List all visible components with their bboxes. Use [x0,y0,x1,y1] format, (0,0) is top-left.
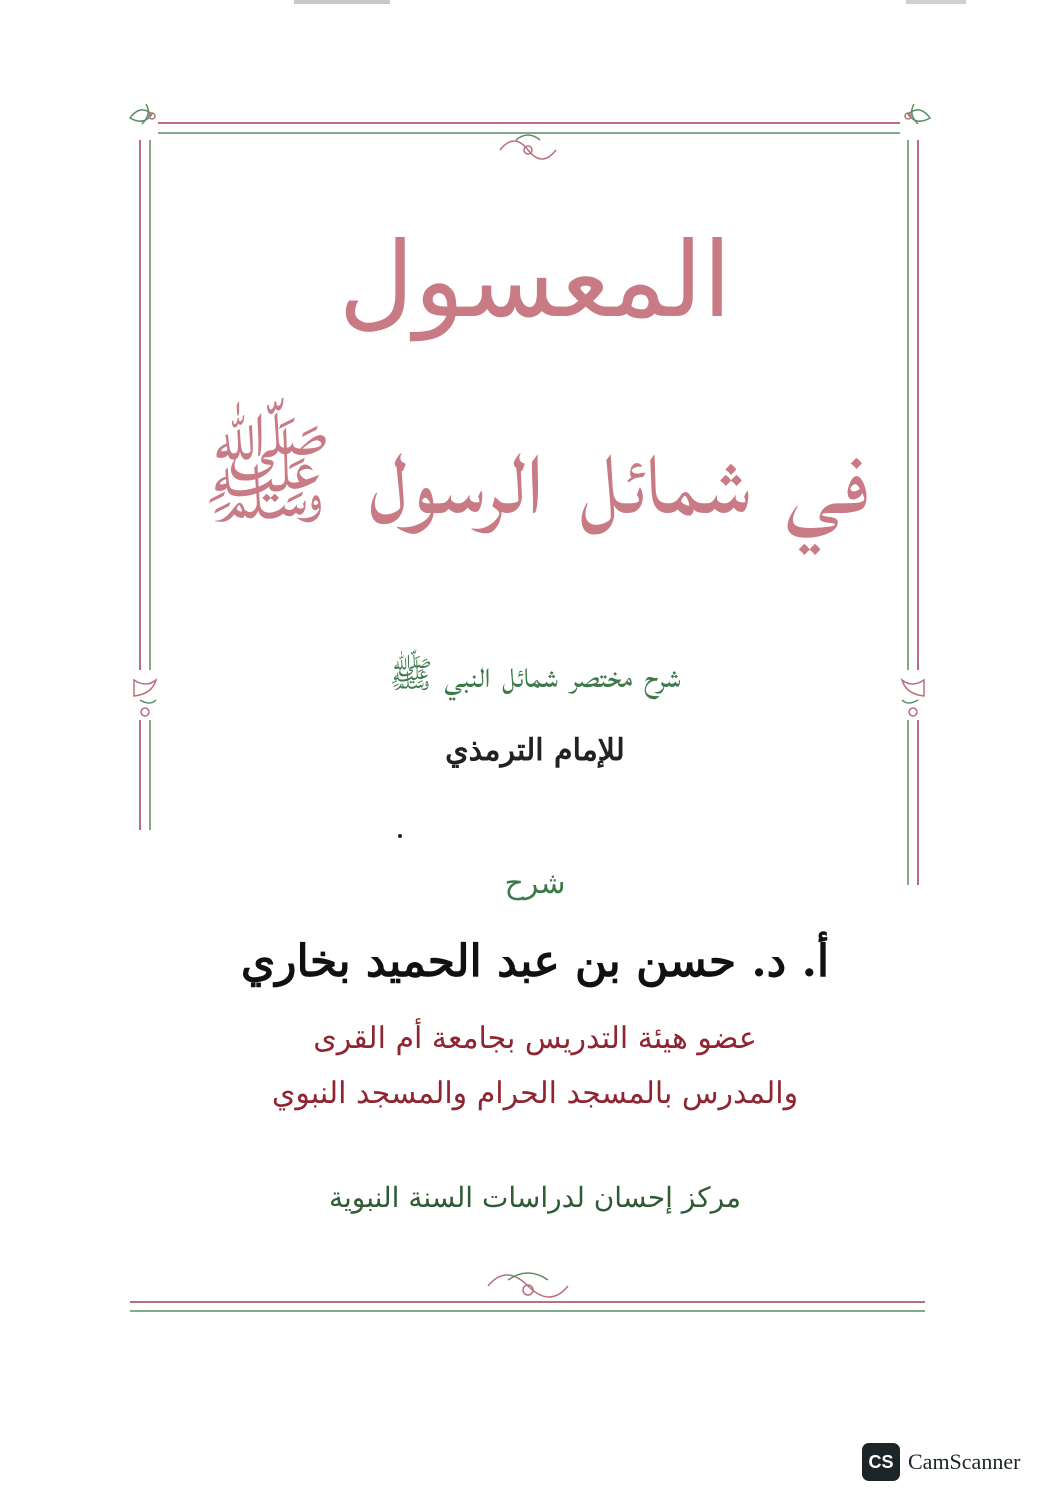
book-subtitle: شرح مختصر شمائل النبي ﷺ [389,655,681,696]
camscanner-watermark [862,1440,1042,1484]
book-subtitle-author: للإمام الترمذي [445,733,625,768]
ink-dot [398,834,402,838]
author-role-line-1: عضو هيئة التدريس بجامعة أم القرى [313,1021,757,1056]
book-title-line-1: المعسول [338,219,732,341]
book-title-line-2: في شمائل الرسول ﷺ [200,411,870,539]
top-center-ornament-icon [500,135,556,159]
author-name: أ. د. حسن بن عبد الحميد بخاري [240,936,830,987]
camscanner-label: CamScanner [908,1449,1021,1474]
author-role-line-2: والمدرس بالمسجد الحرام والمسجد النبوي [271,1076,799,1111]
corner-ornament-top-left-icon [130,104,155,124]
publisher-name: مركز إحسان لدراسات السنة النبوية [328,1181,742,1214]
corner-ornament-top-right-icon [905,104,930,124]
camscanner-logo-icon: CS [862,1443,900,1481]
bottom-center-ornament-icon [488,1273,568,1297]
explained-by-label: شرح [504,866,566,901]
